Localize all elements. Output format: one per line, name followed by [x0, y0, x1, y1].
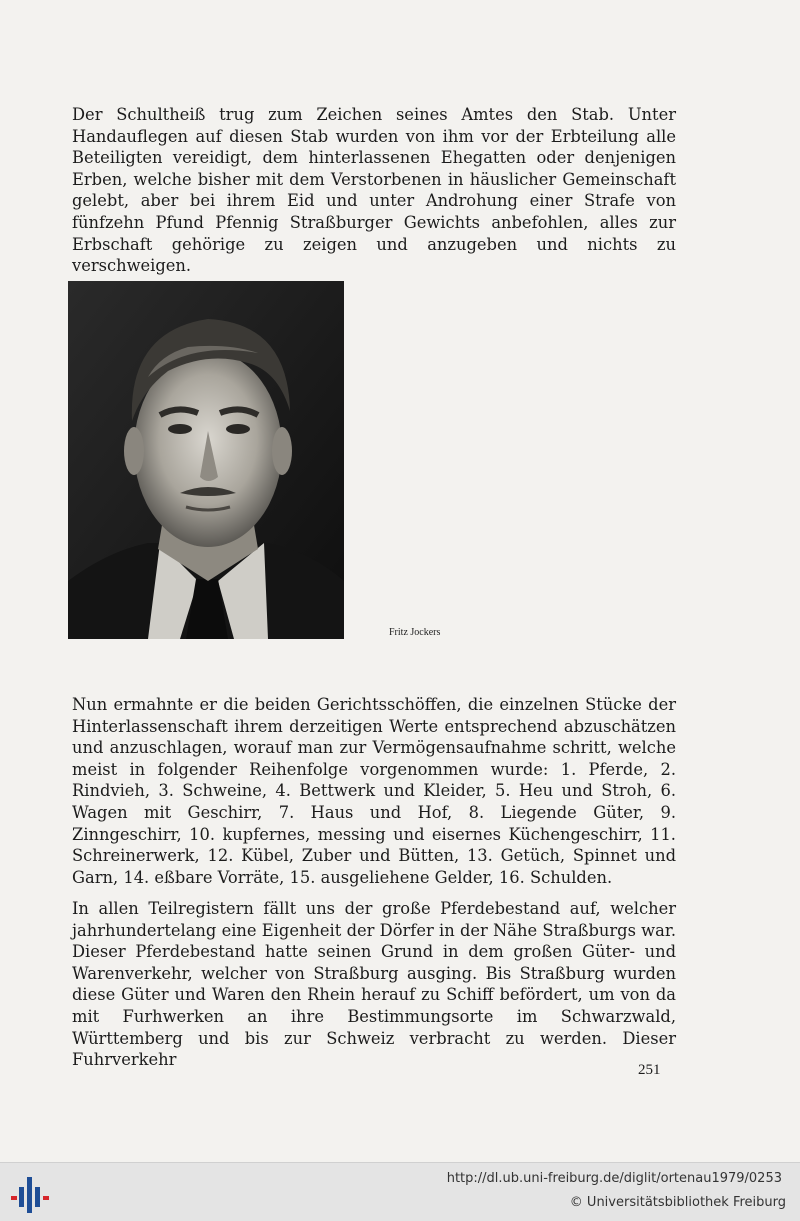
library-footer — [0, 1162, 800, 1221]
body-paragraph-3: In allen Teilregistern fällt uns der große Pferdebestand auf, welcher jahrhundertelang eine Eigenheit der Dörfer in der Nähe Straßburgs war. Dieser Pferdebestand hatte seinen Grund in dem großen Güter- und Warenverkehr, welcher von Straßburg ausging. Bis Straßburg wurden diese Güter und Waren den Rhein herauf zu Schiff befördert, um von da mit Furhwerken an ihre Bestimmungsorte im Schwarzwald, Württemberg und bis zur Schweiz verbracht zu werden. Dieser Fuhrverkehr — [72, 899, 676, 1070]
page-number: 251 — [638, 1062, 661, 1078]
photo-caption: Fritz Jockers — [389, 627, 441, 638]
ub-freiburg-logo-icon — [10, 1175, 50, 1215]
digital-library-url[interactable]: http://dl.ub.uni-freiburg.de/diglit/ortenau1979/0253 — [446, 1171, 782, 1186]
portrait-illustration — [68, 281, 344, 639]
portrait-photo — [68, 281, 344, 639]
body-paragraph-2: Nun ermahnte er die beiden Gerichtsschöffen, die einzelnen Stücke der Hinterlassenschaft ihrem derzeitigen Werte entsprechend abzuschätzen und anzuschlagen, worauf man zur Vermögensaufnahme schritt, welche meist in folgender Reihenfolge vorgenommen wurde: 1. Pferde, 2. Rindvieh, 3. Schweine, 4. Bettwerk und Kleider, 5. Heu und Stroh, 6. Wagen mit Geschirr, 7. Haus und Hof, 8. Liegende Güter, 9. Zinngeschirr, 10. kupfernes, messing und eisernes Küchengeschirr, 11. Schreinerwerk, 12. Kübel, Zuber und Bütten, 13. Getüch, Spinnet und Garn, 14. eßbare Vorräte, 15. ausgeliehene Gelder, 16. Schulden. — [72, 695, 676, 887]
body-paragraph-1: Der Schultheiß trug zum Zeichen seines Amtes den Stab. Unter Handauflegen auf diesen Stab wurden von ihm vor der Erbteilung alle Beteiligten vereidigt, dem hinterlassenen Ehegatten oder denjenigen Erben, welche bisher mit dem Verstorbenen in häuslicher Gemeinschaft gelebt, aber bei ihrem Eid und unter Androhung einer Strafe von fünfzehn Pfund Pfennig Straßburger Gewichts anbefohlen, alles zur Erbschaft gehörige zu zeigen und anzugeben und nichts zu verschweigen. — [72, 105, 676, 276]
copyright-notice: © Universitätsbibliothek Freiburg — [569, 1195, 786, 1210]
